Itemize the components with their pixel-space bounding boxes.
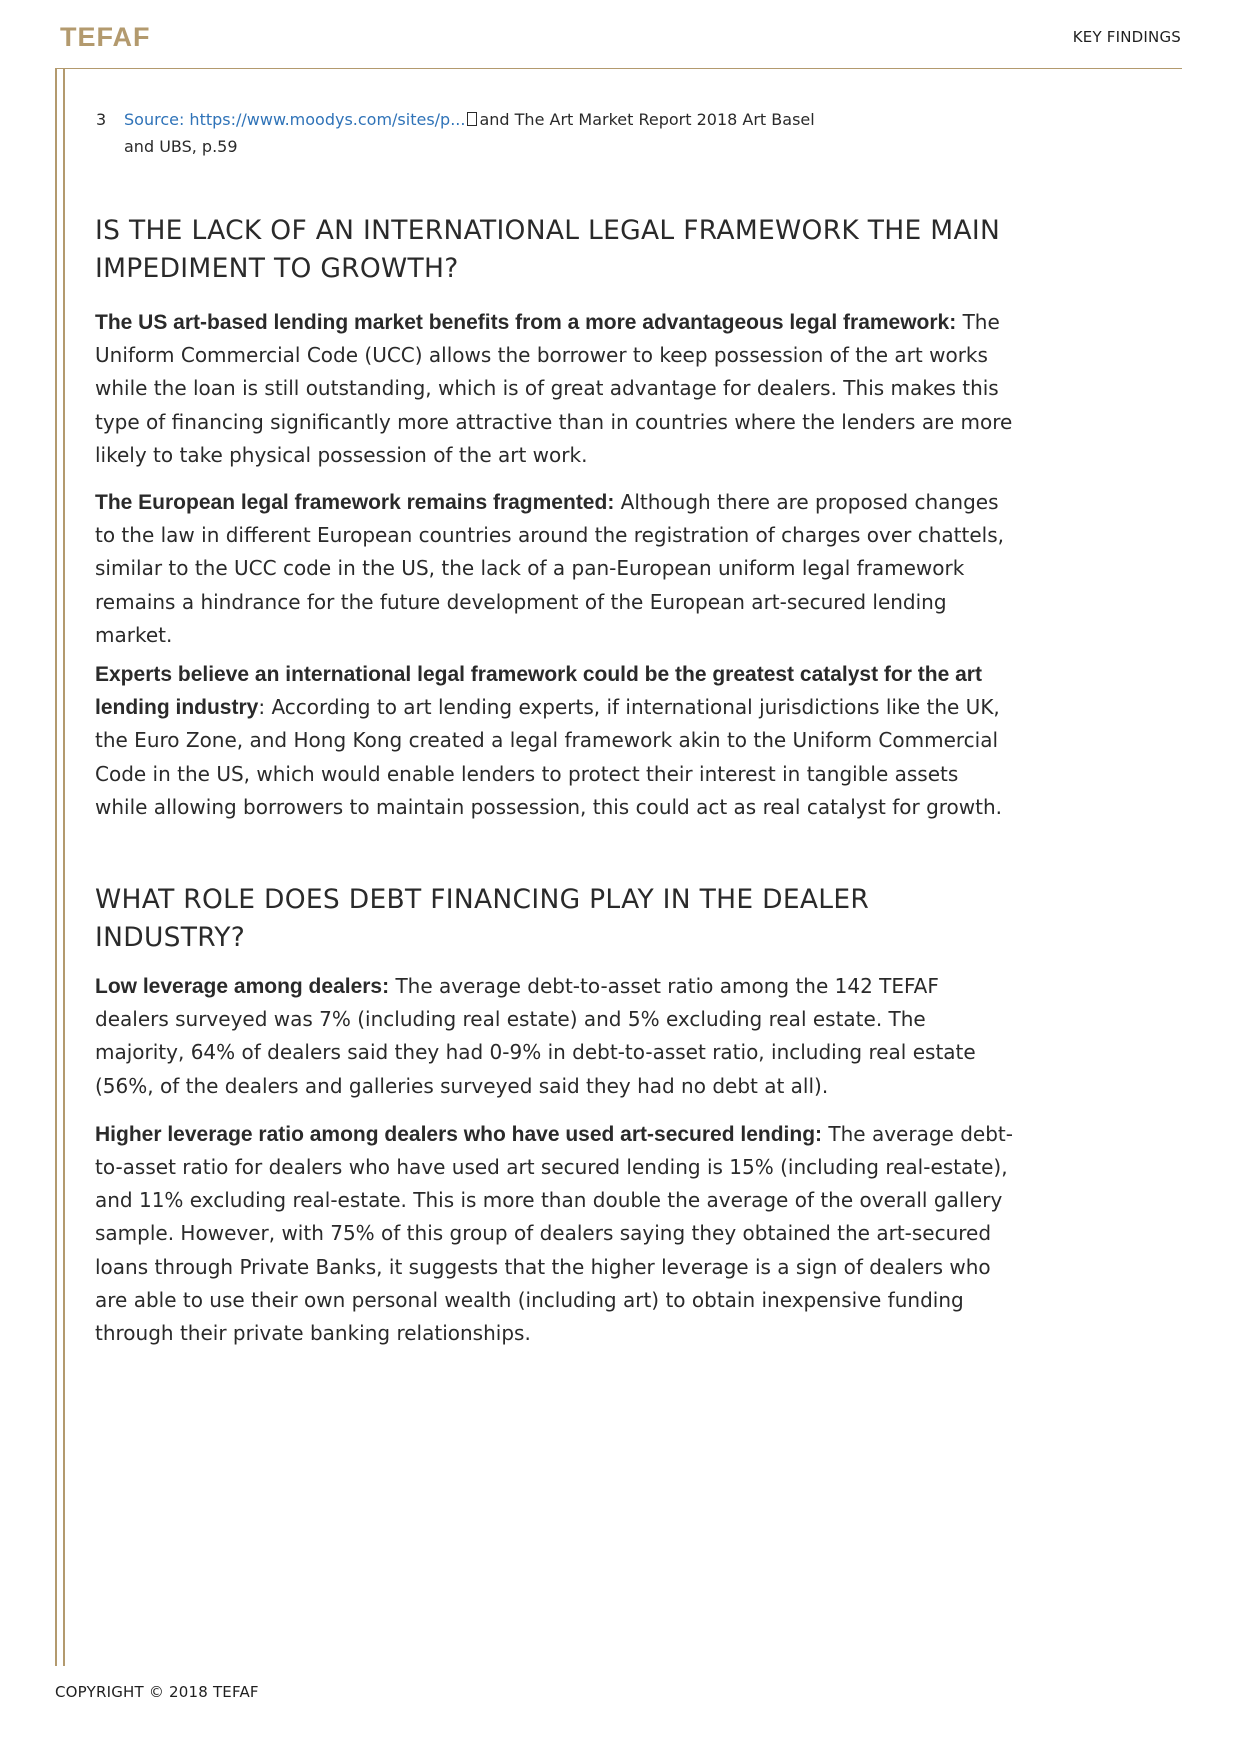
section-heading-debt-financing: WHAT ROLE DOES DEBT FINANCING PLAY IN THE DEALER INDUSTRY? bbox=[95, 884, 870, 954]
main-content bbox=[95, 212, 1015, 1350]
section-label: KEY FINDINGS bbox=[1072, 28, 1181, 46]
tefaf-logo: TEFAF bbox=[60, 22, 151, 52]
paragraph-lead: The US art-based lending market benefits from a more advantageous legal framework: bbox=[95, 311, 957, 334]
left-margin-rule-inner bbox=[63, 68, 65, 1666]
footnote-text: and The Art Market Report 2018 Art Basel and UBS, p.59 bbox=[124, 110, 815, 156]
paragraph-lead: Low leverage among dealers: bbox=[95, 975, 390, 999]
footnote-number: 3 bbox=[96, 110, 107, 129]
paragraph-higher-leverage bbox=[95, 1118, 1015, 1350]
paragraph-lead: The European legal framework remains fragmented: bbox=[95, 491, 615, 515]
missing-glyph-icon bbox=[467, 112, 477, 126]
header-divider bbox=[55, 68, 1182, 69]
paragraph-body: The average debt-to-asset ratio for dealers who have used art secured lending is 15% (including real-estate), and 11% excluding real-estate. This is more than double the average of the overall gallery sample. However, with 75% of this group of dealers saying they obtained the art-secured loans through Private Banks, it suggests that the higher leverage is a sign of dealers who are able to use their own personal wealth (including art) to obtain inexpensive funding through their private banking relationships. bbox=[95, 1121, 1013, 1346]
paragraph-low-leverage bbox=[95, 970, 1015, 1103]
paragraph-lead: Higher leverage ratio among dealers who have used art-secured lending: bbox=[95, 1122, 823, 1146]
paragraph-lead: Experts believe an international legal framework could be the greatest catalyst for the art lending industry bbox=[95, 663, 982, 720]
paragraph-european-framework bbox=[95, 486, 1015, 652]
left-margin-rule bbox=[55, 68, 57, 1666]
footnote bbox=[96, 106, 836, 160]
paragraph-body: The average debt-to-asset ratio among the 142 TEFAF dealers surveyed was 7% (including real estate) and 5% excluding real estate. The majority, 64% of dealers said they had 0-9% in debt-to-asset ratio, including real estate (56%, of the dealers and galleries surveyed said they had no debt at all). bbox=[95, 974, 976, 1098]
section-heading-legal-framework: IS THE LACK OF AN INTERNATIONAL LEGAL FRAMEWORK THE MAIN IMPEDIMENT TO GROWTH? bbox=[95, 215, 1001, 284]
paragraph-us-legal-framework bbox=[95, 306, 1015, 472]
paragraph-body: The Uniform Commercial Code (UCC) allows the borrower to keep possession of the art works while the loan is still outstanding, which is of great advantage for dealers. This makes this type of financing significantly more attractive than in countries where the lenders are more likely to take physical possession of the art work. bbox=[95, 310, 1013, 467]
paragraph-body: : According to art lending experts, if international jurisdictions like the UK, the Euro Zone, and Hong Kong created a legal framework akin to the Uniform Commercial Code in the US, which would enable lenders to protect their interest in tangible assets while allowing borrowers to maintain possession, this could act as real catalyst for growth. bbox=[95, 695, 1003, 819]
copyright-footer: COPYRIGHT © 2018 TEFAF bbox=[55, 1683, 259, 1701]
paragraph-body: Although there are proposed changes to the law in different European countries around the registration of charges over chattels, similar to the UCC code in the US, the lack of a pan-European uniform legal framework remains a hindrance for the future development of the European art-secured lending market. bbox=[95, 490, 1004, 647]
footnote-source-link[interactable]: Source: https://www.moodys.com/sites/p... bbox=[124, 110, 466, 129]
paragraph-international-framework bbox=[95, 658, 1015, 824]
